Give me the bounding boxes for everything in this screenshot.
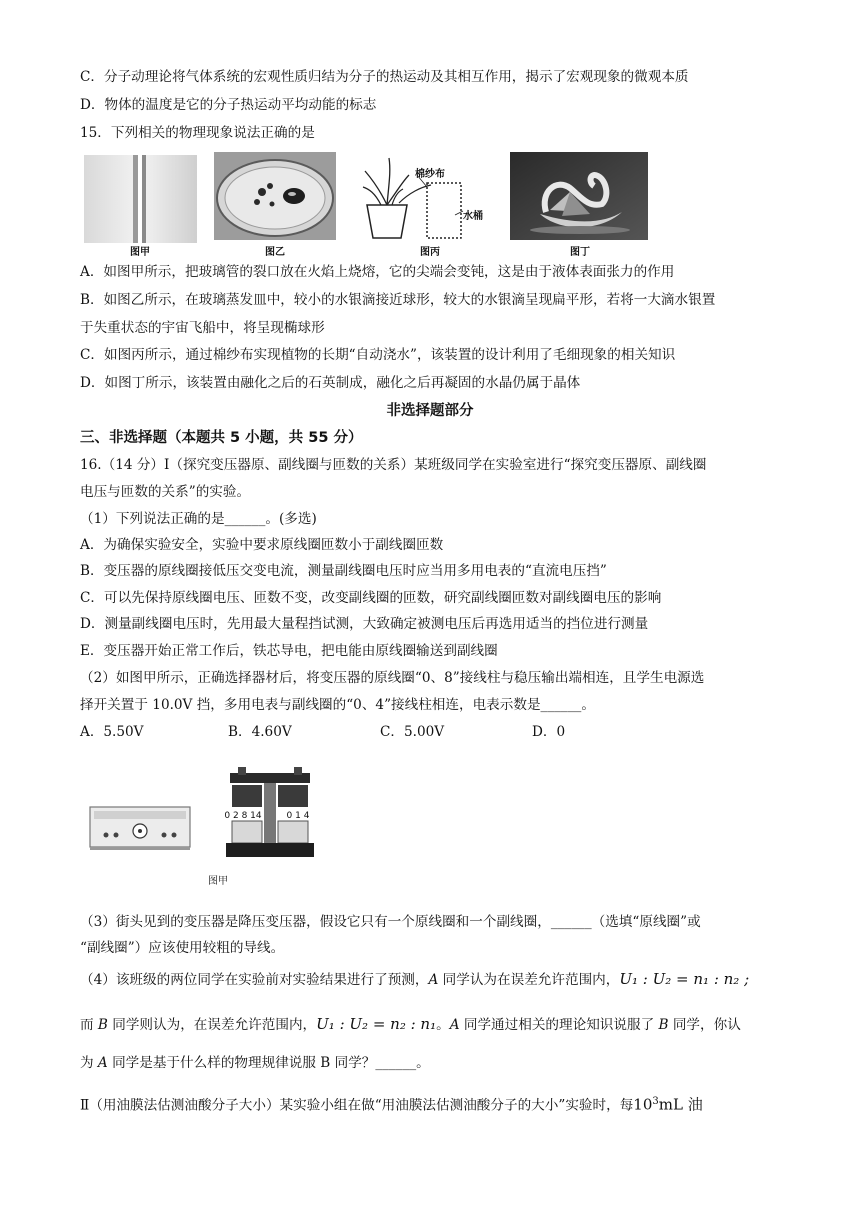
q16-part4-line2 [80,1014,741,1035]
q16-part3-line2: “副线圈”）应该使用较粗的导线。 [80,940,285,956]
terminal-labels-right: 0 1 4 [286,811,310,821]
option-a: A．5.50V [80,724,144,740]
student-b-2: B [658,1017,669,1033]
formula-b: U₁ : U₂ = n₂ : n₁ [316,1015,437,1033]
caption-jia: 图甲 [130,247,150,258]
section-title: 非选择题部分 [386,403,474,419]
label-water-bucket: 水桶 [463,211,483,222]
q16-part3-line1: （3）街头见到的变压器是降压变压器，假设它只有一个原线圈和一个副线圈，______（选填“原线圈”或 [80,914,701,930]
q16-part4-text-g: 同学，你认 [668,1017,741,1033]
q16-part2-line1: （2）如图甲所示，正确选择器材后，将变压器的原线圈“0、8”接线柱与稳压输出端相连，且学生电源选 [80,670,705,686]
part-ii-text: Ⅱ（用油膜法估测油酸分子大小）某实验小组在做“用油膜法估测油酸分子的大小”实验时，每 [80,1097,634,1114]
q16-intro-line2: 电压与匝数的关系”的实验。 [80,484,251,500]
student-a-2: A [449,1017,460,1033]
q16-part4-text-i: 同学是基于什么样的物理规律说服 B 同学？______。 [107,1055,430,1071]
q16-part4-line3 [80,1053,430,1073]
label-cotton-gauze: 棉纱布 [415,169,445,180]
caption-transformer-jia: 图甲 [208,876,228,887]
option-d: D．0 [532,724,566,740]
figure-jia-glass-tube [84,155,197,243]
student-a: A [428,972,439,988]
q16-intro-line1: 16.（14 分）Ⅰ（探究变压器原、副线圈与匝数的关系）某班级同学在实验室进行“探究变压器原、副线圈 [80,457,707,473]
q16-part4-period: 。 [436,1017,450,1033]
q16-part1-option-a: A．为确保实验安全，实验中要求原线圈匝数小于副线圈匝数 [80,537,444,553]
q16-part2-line2: 择开关置于 10.0V 挡，多用电表与副线圈的“0、4”接线柱相连，电表示数是______。 [80,697,595,713]
caption-yi: 图乙 [265,247,285,258]
caption-ding: 图丁 [570,247,590,258]
q16-part4-line1 [80,969,749,990]
q15-option-b-line1: B．如图乙所示，在玻璃蒸发皿中，较小的水银滴接近球形，较大的水银滴呈现扁平形，若将一大滴水银置 [80,292,716,308]
student-a-3: A [97,1055,108,1071]
q16-part1: （1）下列说法正确的是______。(多选) [80,511,317,527]
part-ii-number: 10 [633,1095,653,1114]
q16-part1-option-b: B．变压器的原线圈接低压交变电流，测量副线圈电压时应当用多用电表的“直流电压挡” [80,563,607,579]
figure-ding-crystal-swan [510,152,648,240]
q16-part4-text-e: 同学则认为，在误差允许范围内， [107,1017,317,1033]
q16-part-ii-line1 [80,1092,703,1116]
q16-part1-option-c: C．可以先保持原线圈电压、匝数不变，改变副线圈的匝数，研究副线圈匝数对副线圈电压的影响 [80,590,662,606]
q16-part1-option-d: D．测量副线圈电压时，先用最大量程挡试测，大致确定被测电压后再选用适当的挡位进行测量 [80,616,649,632]
option-c: C．5.00V [380,724,445,740]
q15-option-c: C．如图丙所示，通过棉纱布实现植物的长期“自动浇水”，该装置的设计利用了毛细现象的相关知识 [80,347,676,363]
section-heading: 三、非选择题（本题共 5 小题，共 55 分） [80,430,363,446]
part-ii-exponent: 3 [652,1096,659,1107]
q15-option-d: D．如图丁所示，该装置由融化之后的石英制成，融化之后再凝固的水晶仍属于晶体 [80,375,581,391]
q15-option-a: A．如图甲所示，把玻璃管的裂口放在火焰上烧熔，它的尖端会变钝，这是由于液体表面张力的作用 [80,264,675,280]
formula-a: U₁ : U₂ = n₁ : n₂ ; [619,970,750,988]
figure-yi-evaporating-dish [214,152,336,240]
q16-part4-text-c: 同学认为在误差允许范围内， [438,972,620,988]
part-ii-unit: mL 油 [658,1095,703,1114]
question-15-title: 15．下列相关的物理现象说法正确的是 [80,125,315,141]
caption-bing: 图丙 [420,247,440,258]
q16-part4-text-d: 而 [80,1017,98,1033]
option-c-text: C．分子动理论将气体系统的宏观性质归结为分子的热运动及其相互作用，揭示了宏观现象的微观本质 [80,69,689,85]
option-b: B．4.60V [228,724,292,740]
q16-part4-text-h: 为 [80,1055,98,1071]
student-b: B [97,1017,108,1033]
terminal-labels-left: 0 2 8 14 [224,811,262,821]
q15-option-b-line2: 于失重状态的宇宙飞船中，将呈现椭球形 [80,320,325,336]
q16-part4-text-a: （4）该班级的两位同学在实验前对实验结果进行了预测， [80,972,429,988]
q16-part4-text-f: 同学通过相关的理论知识说服了 [459,1017,659,1033]
option-d-text: D．物体的温度是它的分子热运动平均动能的标志 [80,97,377,113]
q16-part1-option-e: E．变压器开始正常工作后，铁芯导电，把电能由原线圈输送到副线圈 [80,643,498,659]
figure-power-supply [88,803,192,851]
